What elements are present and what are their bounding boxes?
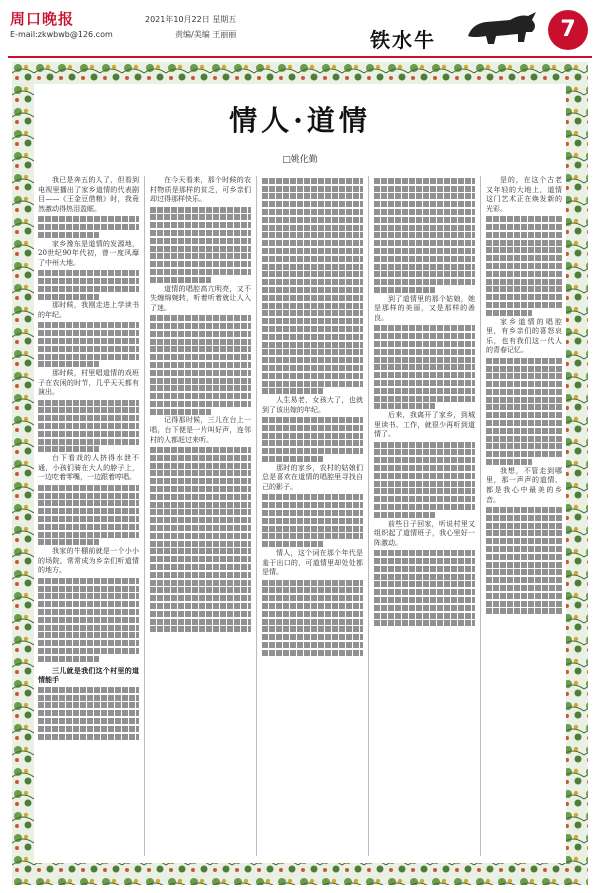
paragraph: 前些日子回家，听说村里又组织起了道情班子，我心里好一阵激动。 (374, 519, 475, 547)
column-name: 铁水牛 (370, 28, 436, 52)
article-body (34, 84, 566, 863)
contact-email: E-mail:zkwbwb@126.com (10, 30, 113, 39)
paragraph: 家乡道情的唱腔里，有乡亲们的喜怒哀乐，也有我们这一代人的青春记忆。 (486, 317, 562, 355)
paragraph: 道情的唱腔高亢明亮，又不失缠绵婉转，听着听着就让人入了迷。 (150, 284, 251, 312)
bull-icon (462, 6, 542, 50)
paragraph: 家乡豫东是道情的发源地，20世纪90年代初，曾一度风靡了中州大地。 (38, 239, 139, 267)
paragraph: 那时的家乡，农村的姑娘们总是喜欢在道情的唱腔里寻找自己的影子。 (262, 463, 363, 492)
paragraph: 是的，在这个古老又年轻的大地上，道情这门艺术正在焕发新的光彩。 (486, 176, 562, 213)
column-divider (368, 176, 369, 856)
article-frame (12, 62, 588, 885)
text-column-2 (150, 176, 251, 856)
article-byline: □姚化勤 (282, 155, 318, 165)
column-divider (144, 176, 145, 856)
editor-credit: 责编/美编 王丽丽 (175, 30, 237, 39)
masthead (0, 0, 600, 58)
header-rule (8, 56, 592, 58)
column-divider (256, 176, 257, 856)
text-column-1 (38, 176, 139, 856)
paragraph: 那时候，我刚走进上学读书的年纪。 (38, 301, 139, 319)
text-column-5 (486, 176, 562, 856)
paragraph: 情人，这个词在那个年代是羞于出口的，可道情里却处处都是情。 (262, 549, 363, 577)
text-column-4 (374, 176, 475, 856)
paragraph: 人生易老，女孩大了，也就到了该出嫁的年纪。 (262, 396, 363, 414)
paragraph: 那时候，村里唱道情的戏班子在农闲的时节，几乎天天都有演出。 (38, 369, 139, 397)
paragraph: 我已是奔五的人了，但看到电视里播出了家乡道情的代表剧目——《王金豆借粮》时，我竟然激动得热泪盈眶。 (38, 176, 139, 213)
column-divider (480, 176, 481, 856)
paragraph: 在今天看来，那个时候的农村物质是那样的贫乏，可乡亲们却过得那样快乐。 (150, 176, 251, 204)
paragraph: 我想，不管走到哪里，那一声声的道情，都是我心中最美的乡音。 (486, 466, 562, 504)
page-number-badge: 7 (548, 10, 588, 50)
section-subtitle: 三儿就是我们这个村里的道情能手 (38, 665, 139, 685)
article-title: 情人·道情 (229, 104, 371, 137)
paragraph: 我家的牛棚前就是一个小小的场院，常常成为乡亲们听道情的地方。 (38, 547, 139, 575)
dateline: 2021年10月22日 星期五 (145, 15, 237, 24)
newspaper-logo: 周口晚报 (10, 10, 75, 28)
paragraph: 记得那时候，三儿在台上一唱，台下便是一片叫好声，连邻村的人都赶过来听。 (150, 416, 251, 444)
paragraph: 台下看戏的人挤得水泄不通，小孩们骑在大人的脖子上，一边吃着零嘴，一边跟着哼唱。 (38, 454, 139, 482)
paragraph: 后来，我离开了家乡，到城里读书、工作，就很少再听到道情了。 (374, 411, 475, 439)
text-column-3 (262, 176, 363, 856)
paragraph: 到了道情里的那个姑娘，她是那样的美丽，又是那样的善良。 (374, 294, 475, 322)
